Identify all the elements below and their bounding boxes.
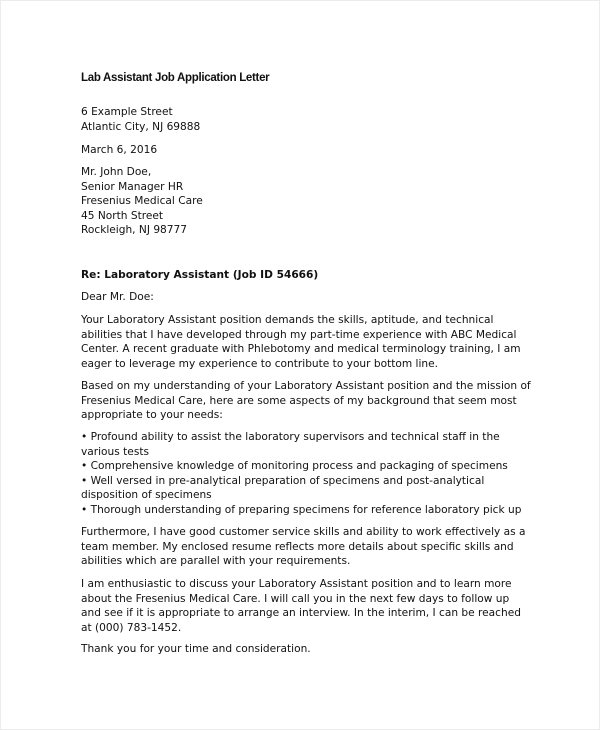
text-line: about the Fresenius Medical Care. I will call you in the next few days to follow up	[81, 592, 510, 605]
text-line: abilities that I have developed through my part-time experience with ABC Medical	[81, 328, 517, 341]
document-title: Lab Assistant Job Application Letter	[81, 72, 270, 84]
paragraph-1	[81, 313, 521, 371]
text-line: and see if it is appropriate to arrange an interview. In the interim, I can be reached	[81, 607, 521, 620]
subject-line: Re: Laboratory Assistant (Job ID 54666)	[81, 269, 319, 281]
text-line: I am enthusiastic to discuss your Laboratory Assistant position and to learn more	[81, 578, 512, 590]
text-line: Your Laboratory Assistant position demands the skills, aptitude, and technical	[81, 314, 494, 326]
recipient-line: Fresenius Medical Care	[81, 195, 203, 208]
address-line: Atlantic City, NJ 69888	[81, 120, 201, 133]
text-line: Center. A recent graduate with Phlebotomy and medical terminology training, I am	[81, 343, 521, 356]
text-line: Based on my understanding of your Laboratory Assistant position and the mission of	[81, 380, 531, 392]
text-line: eager to leverage my experience to contribute to your bottom line.	[81, 357, 439, 370]
list-item: various tests	[81, 445, 150, 458]
recipient-line: Mr. John Doe,	[81, 166, 152, 178]
paragraph-2	[81, 379, 531, 423]
sender-address	[81, 105, 200, 134]
text-line: appropriate to your needs:	[81, 409, 223, 422]
recipient-line: Rockleigh, NJ 98777	[81, 224, 188, 237]
list-item: • Profound ability to assist the laboratory supervisors and technical staff in the	[81, 431, 500, 443]
recipient-line: 45 North Street	[81, 209, 164, 222]
text-line: Fresenius Medical Care, here are some aspects of my background that seem most	[81, 394, 517, 407]
address-line: 6 Example Street	[81, 106, 173, 118]
paragraph-3	[81, 525, 526, 569]
list-item: • Comprehensive knowledge of monitoring process and packaging of specimens	[81, 460, 508, 473]
text-line: at (000) 783-1452.	[81, 621, 182, 634]
paragraph-4	[81, 577, 521, 635]
list-item: disposition of specimens	[81, 489, 212, 502]
closing-line: Thank you for your time and consideration.	[81, 643, 311, 655]
text-line: abilities which are parallel with your requirements.	[81, 555, 351, 568]
list-item: • Thorough understanding of preparing specimens for reference laboratory pick up	[81, 503, 522, 516]
list-item: • Well versed in pre-analytical preparation of specimens and post-analytical	[81, 474, 485, 487]
bullet-list	[81, 430, 521, 518]
recipient-line: Senior Manager HR	[81, 180, 184, 193]
salutation: Dear Mr. Doe:	[81, 291, 154, 303]
letter-date: March 6, 2016	[81, 144, 158, 156]
text-line: team member. My enclosed resume reflects more details about specific skills and	[81, 540, 514, 553]
recipient-address	[81, 165, 203, 238]
text-line: Furthermore, I have good customer service skills and ability to work effectively as a	[81, 526, 526, 538]
